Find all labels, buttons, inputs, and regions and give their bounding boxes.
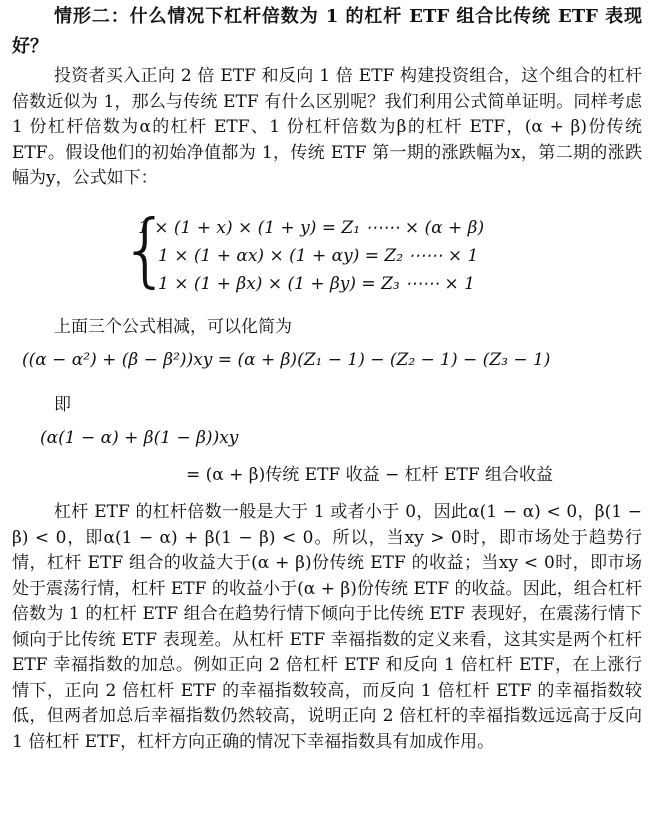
system-line-3: 1 × (1 + βx) × (1 + βy) = Z₃ ⋯⋯ × 1 <box>158 274 475 294</box>
equation-difference: ((α − α²) + (β − β²))xy = (α + β)(Z₁ − 1) − (Z₂ − 1) − (Z₃ − 1) <box>22 350 551 370</box>
analysis-paragraph: 杠杆 ETF 的杠杆倍数一般是大于 1 或者小于 0，因此α(1 − α) < 0，β(1 − β) < 0，即α(1 − α) + β(1 − β) < 0。所以，当xy > 0时，即市场处于趋势行情，杠杆 ETF 组合的收益大于(α + β)份传统 ETF 的收益；当xy < 0时，即市场处于震荡行情，杠杆 ETF 的收益小于(α + β)份传统 ETF 的收益。因此，组合杠杆倍数为 1 的杠杆 ETF 组合在趋势行情下倾向于比传统 ETF 表现好，在震荡行情下倾向于比传统 ETF 表现差。从杠杆 ETF 幸福指数的定义来看，这其实是两个杠杆 ETF 幸福指数的加总。例如正向 2 倍杠杆 ETF 和反向 1 倍杠杆 ETF，在上涨行情下，正向 2 倍杠杆 ETF 的幸福指数较高，而反向 1 倍杠杆 ETF 的幸福指数较低，但两者加总后幸福指数仍然较高，说明正向 2 倍杠杆的幸福指数远远高于反向 1 倍杠杆 ETF，杠杆方向正确的情况下幸福指数具有加成作用。 <box>12 502 642 752</box>
equation-result-line-2: = (α + β)传统 ETF 收益 − 杠杆 ETF 组合收益 <box>186 465 554 485</box>
equation-result-line-1: (α(1 − α) + β(1 − β))xy <box>40 428 239 448</box>
section-heading: 情形二：什么情况下杠杆倍数为 1 的杠杆 ETF 组合比传统 ETF 表现好？ <box>12 6 642 57</box>
system-line-2: 1 × (1 + αx) × (1 + αy) = Z₂ ⋯⋯ × 1 <box>158 246 479 266</box>
subtract-paragraph: 上面三个公式相减，可以化简为 <box>54 317 292 337</box>
intro-paragraph: 投资者买入正向 2 倍 ETF 和反向 1 倍 ETF 构建投资组合，这个组合的杠杆倍数近似为 1，那么与传统 ETF 有什么区别呢？我们利用公式简单证明。同样考虑 1 份杠杆倍数为α的杠杆 ETF、1 份杠杆倍数为β的杠杆 ETF，(α + β)份传统 ETF。假设他们的初始净值都为 1，传统 ETF 第一期的涨跌幅为x，第二期的涨跌幅为y，公式如下： <box>12 66 642 188</box>
therefore-label: 即 <box>54 395 71 415</box>
system-line-1: 1 × (1 + x) × (1 + y) = Z₁ ⋯⋯ × (α + β) <box>138 218 485 238</box>
equation-system <box>120 203 540 296</box>
left-brace: { <box>120 203 171 296</box>
